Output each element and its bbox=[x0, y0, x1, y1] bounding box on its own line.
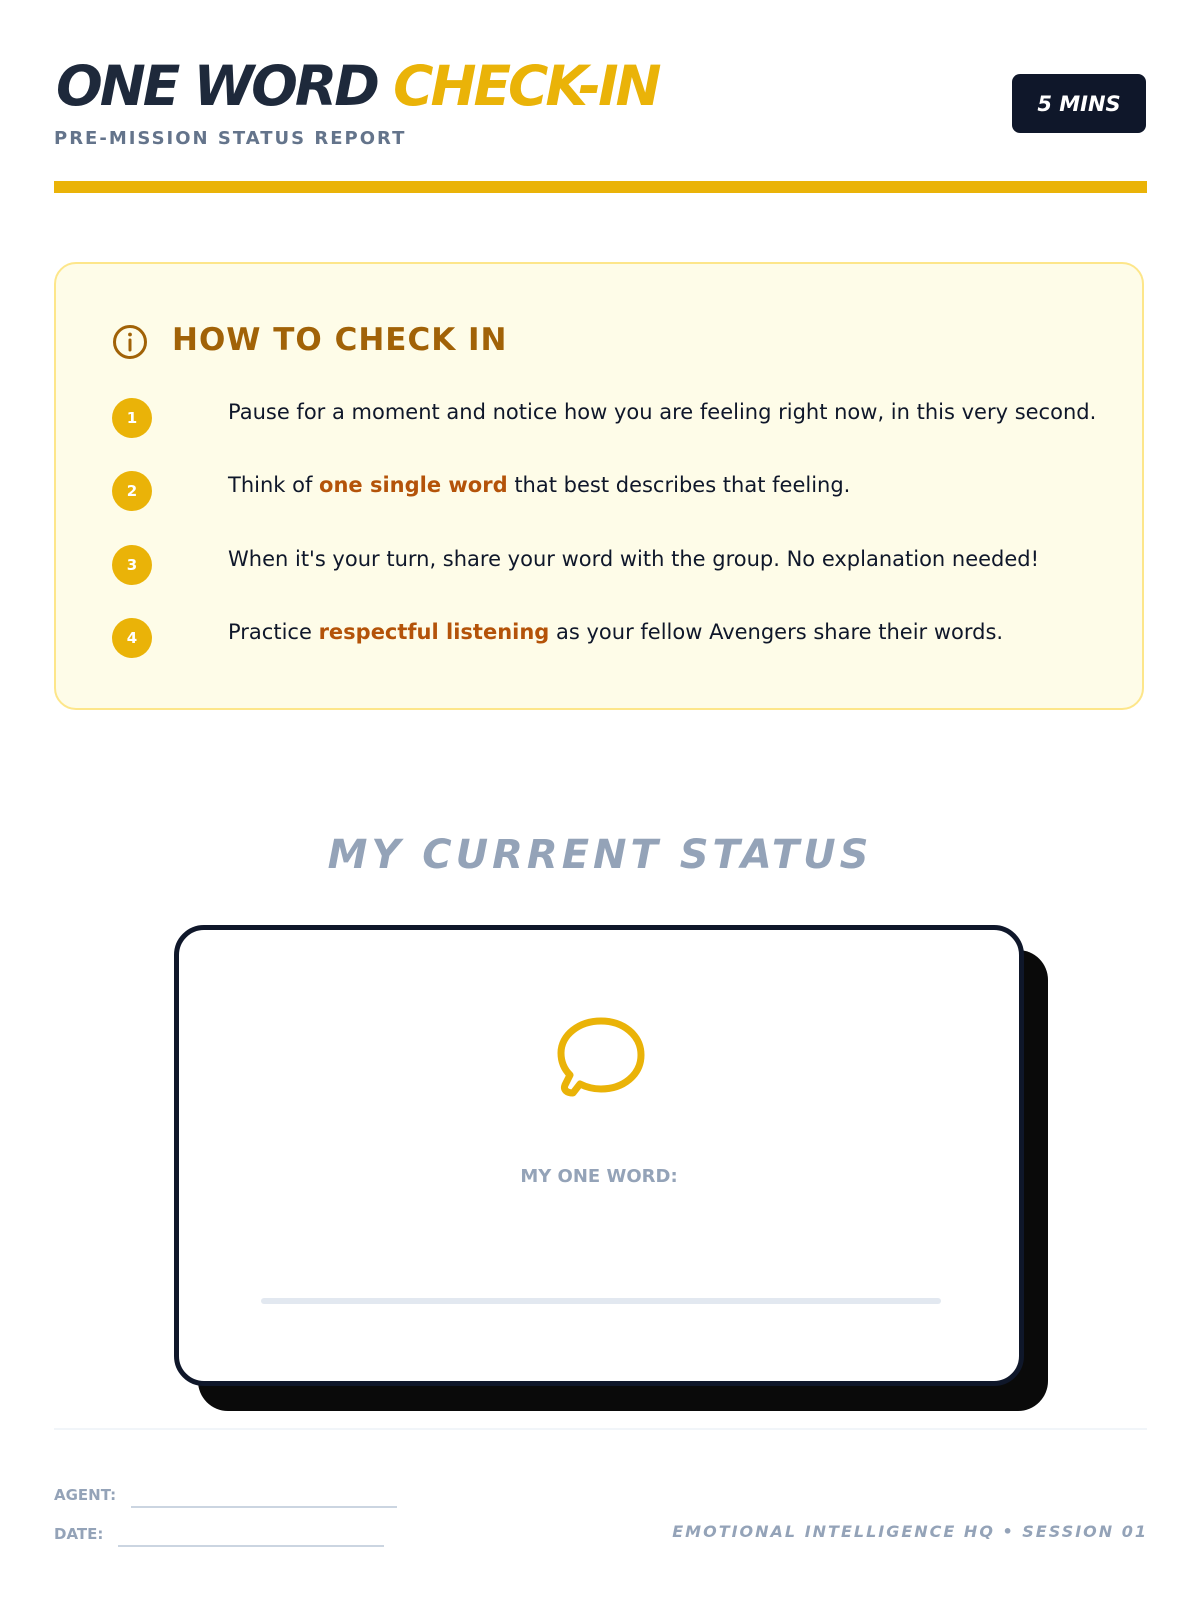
step-highlight: one single word bbox=[319, 473, 508, 497]
title-part-one: ONE WORD bbox=[56, 54, 377, 118]
step-text-part: When it's your turn, share your word with the group. No explanation needed! bbox=[228, 547, 1040, 571]
step-number-badge: 3 bbox=[112, 545, 152, 585]
page-title bbox=[56, 54, 659, 118]
one-word-label: MY ONE WORD: bbox=[520, 1166, 678, 1187]
title-part-two: CHECK-IN bbox=[393, 54, 659, 118]
step-number-badge: 1 bbox=[112, 398, 152, 438]
date-label: DATE: bbox=[54, 1525, 104, 1543]
time-badge: 5 MINS bbox=[1012, 74, 1146, 133]
step-number-badge: 2 bbox=[112, 471, 152, 511]
instruction-step bbox=[112, 471, 1122, 511]
step-text bbox=[228, 470, 850, 500]
step-text bbox=[228, 544, 1039, 574]
step-text-part: Practice bbox=[228, 620, 319, 644]
step-text-part: that best describes that feeling. bbox=[507, 473, 851, 497]
instructions-card bbox=[54, 262, 1144, 710]
step-text-part: Pause for a moment and notice how you are feeling right now, in this very second. bbox=[228, 400, 1097, 424]
status-card bbox=[174, 925, 1024, 1386]
speech-bubble-icon bbox=[553, 1015, 649, 1111]
date-field[interactable] bbox=[118, 1545, 384, 1547]
footer-divider bbox=[54, 1428, 1147, 1430]
step-text bbox=[228, 397, 1096, 427]
instruction-step bbox=[112, 618, 1122, 658]
step-text bbox=[228, 617, 1003, 647]
step-text-part: Think of bbox=[228, 473, 320, 497]
instruction-step bbox=[112, 545, 1122, 585]
step-number-badge: 4 bbox=[112, 618, 152, 658]
info-icon bbox=[112, 324, 148, 360]
agent-label: AGENT: bbox=[54, 1486, 117, 1504]
footer-session-text: EMOTIONAL INTELLIGENCE HQ • SESSION 01 bbox=[672, 1522, 1148, 1541]
agent-field[interactable] bbox=[131, 1506, 397, 1508]
page-subtitle: PRE-MISSION STATUS REPORT bbox=[54, 128, 407, 149]
instructions-title: HOW TO CHECK IN bbox=[172, 322, 508, 358]
step-highlight: respectful listening bbox=[318, 620, 550, 644]
instruction-step bbox=[112, 398, 1122, 438]
one-word-input[interactable] bbox=[261, 1298, 941, 1304]
status-heading: MY CURRENT STATUS bbox=[327, 832, 873, 878]
step-text-part: as your fellow Avengers share their words. bbox=[549, 620, 1004, 644]
header-divider bbox=[54, 181, 1147, 193]
